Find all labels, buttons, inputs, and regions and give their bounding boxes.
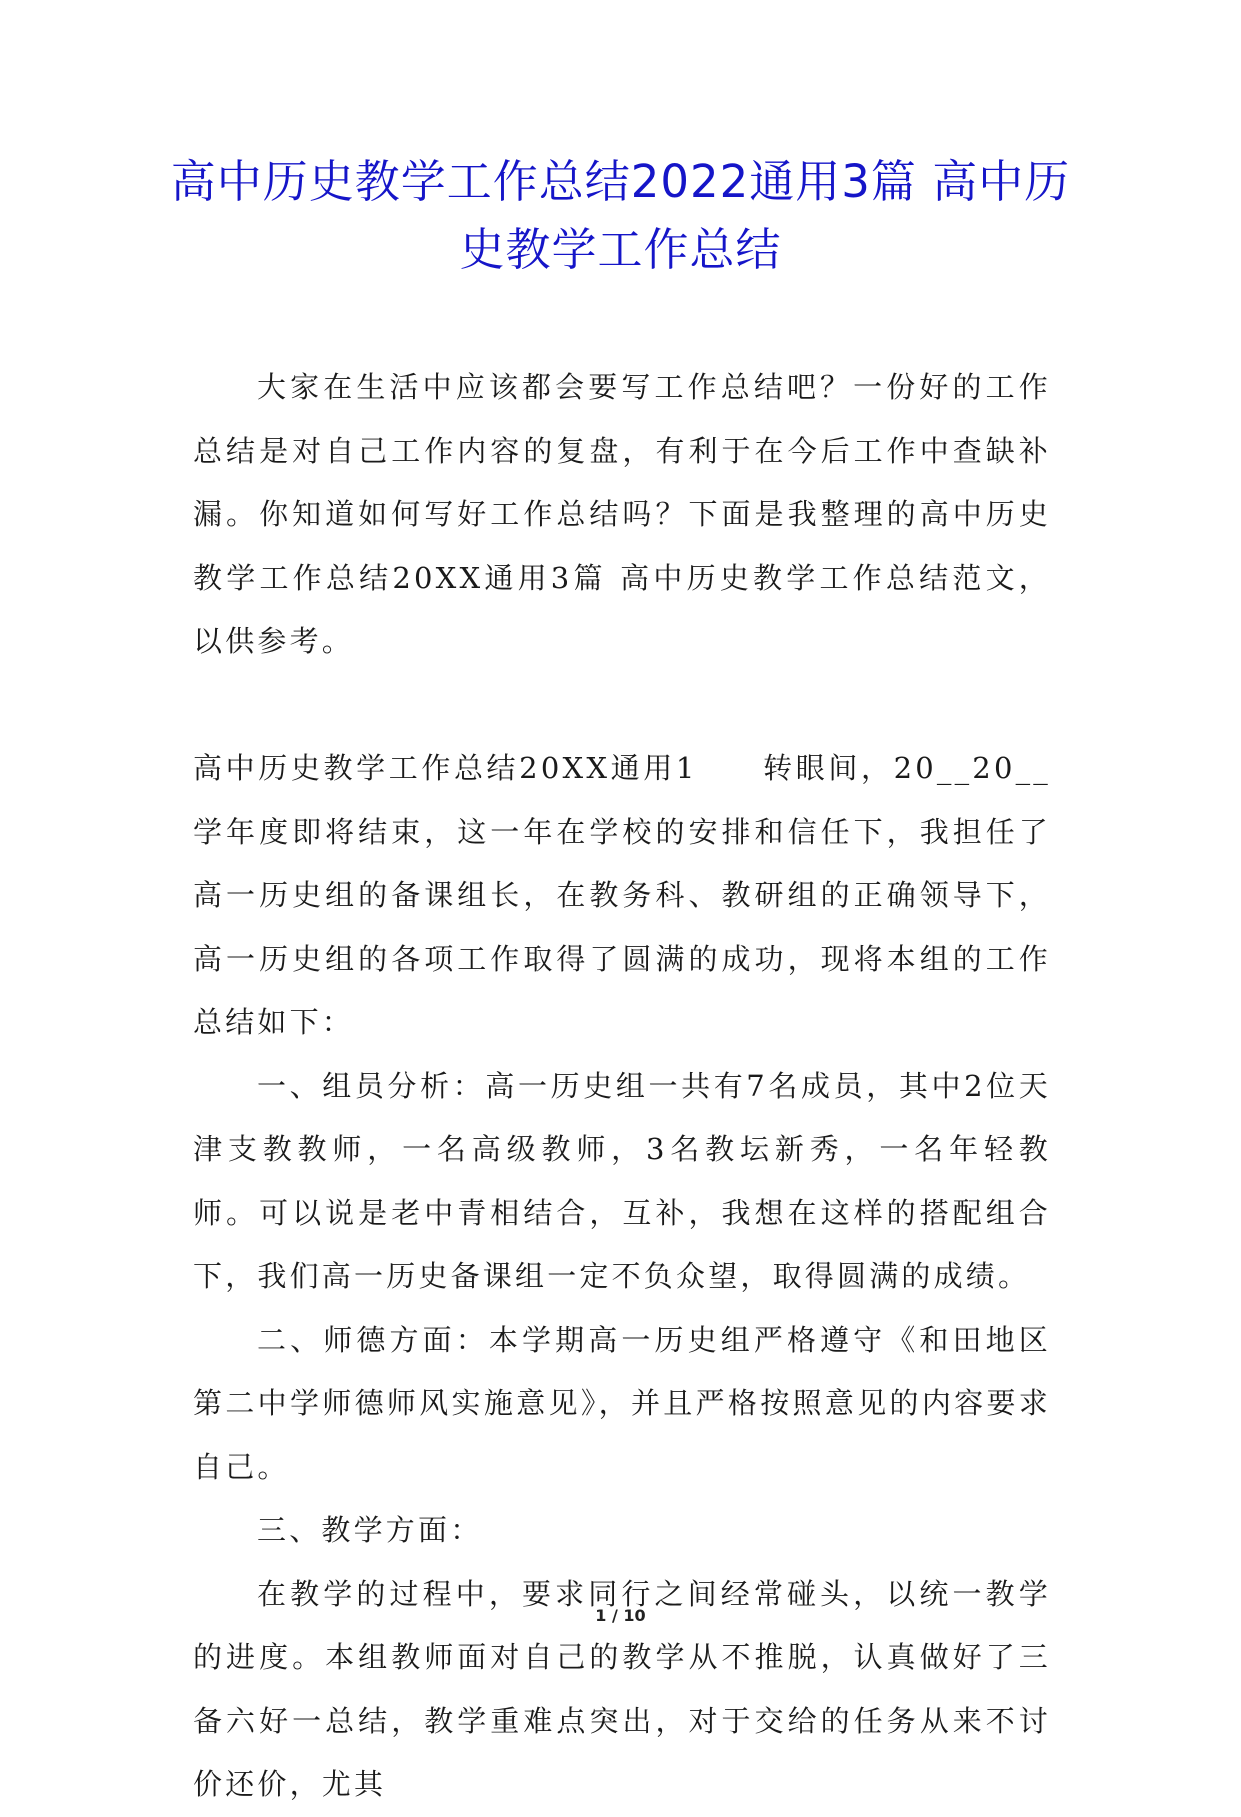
teaching-heading: 三、教学方面： (257, 1513, 483, 1547)
page-number: 1 / 10 (595, 1606, 646, 1625)
document-body (193, 356, 1051, 1817)
section-1-paragraph: 高中历史教学工作总结20XX通用1 转眼间，20__20__学年度即将结束，这一年在学校的安排和信任下，我担任了高一历史组的备课组长，在教务科、教研组的正确领导下，高一历史组的各项工作取得了圆满的成功，现将本组的工作总结如下： (193, 751, 1051, 1039)
teaching-paragraph: 在教学的过程中，要求同行之间经常碰头，以统一教学的进度。本组教师面对自己的教学从不推脱，认真做好了三备六好一总结，教学重难点突出，对于交给的任务从来不讨价还价，尤其 (193, 1576, 1051, 1801)
document-title: 高中历史教学工作总结2022通用3篇 高中历史教学工作总结 (170, 155, 1071, 276)
team-analysis-paragraph: 一、组员分析：高一历史组一共有7名成员，其中2位天津支教教师，一名高级教师，3名教坛新秀，一名年轻教师。可以说是老中青相结合，互补，我想在这样的搭配组合下，我们高一历史备课组一定不负众望，取得圆满的成绩。 (193, 1068, 1051, 1293)
ethics-paragraph: 二、师德方面：本学期高一历史组严格遵守《和田地区第二中学师德师风实施意见》，并且严格按照意见的内容要求自己。 (193, 1322, 1051, 1484)
intro-paragraph: 大家在生活中应该都会要写工作总结吧？一份好的工作总结是对自己工作内容的复盘，有利于在今后工作中查缺补漏。你知道如何写好工作总结吗？下面是我整理的高中历史教学工作总结20XX通用3篇 高中历史教学工作总结范文，以供参考。 (193, 370, 1051, 658)
